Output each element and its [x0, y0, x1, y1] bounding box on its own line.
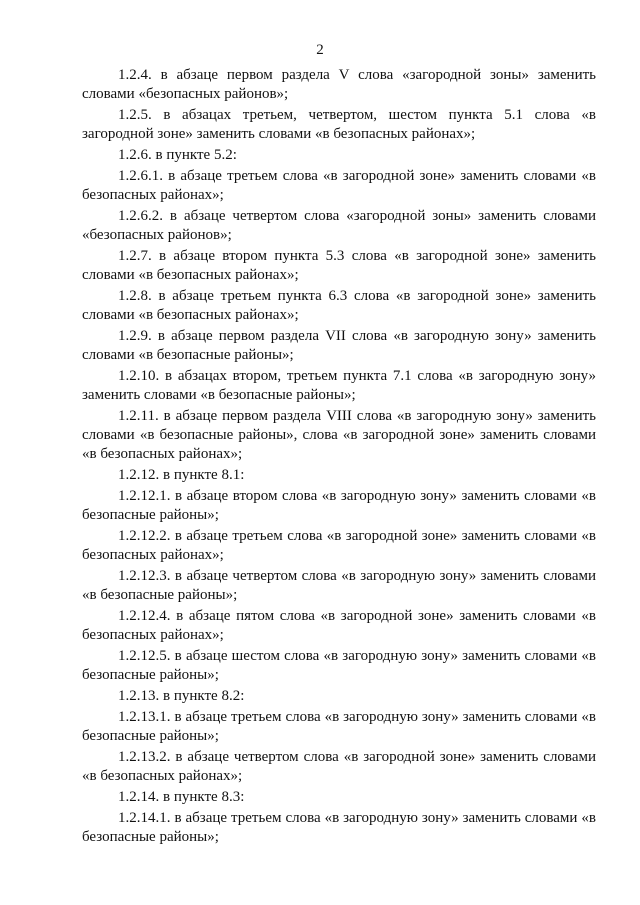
paragraph-1-2-12-3: 1.2.12.3. в абзаце четвертом слова «в загородную зону» заменить словами «в безопасные районы»;: [82, 568, 596, 603]
page-number: 2: [316, 42, 324, 58]
document-body: [82, 66, 596, 849]
paragraph-1-2-14: 1.2.14. в пункте 8.3:: [118, 789, 245, 805]
paragraph-1-2-6-2: 1.2.6.2. в абзаце четвертом слова «загородной зоны» заменить словами «безопасных районов»;: [82, 208, 596, 243]
paragraph-1-2-12-1: 1.2.12.1. в абзаце втором слова «в загородную зону» заменить словами «в безопасные районы»;: [82, 488, 596, 523]
paragraph-1-2-12-4: 1.2.12.4. в абзаце пятом слова «в загородной зоне» заменить словами «в безопасных районах»;: [82, 608, 596, 643]
paragraph-1-2-10: 1.2.10. в абзацах втором, третьем пункта 7.1 слова «в загородную зону» заменить словами «в безопасные районы»;: [82, 368, 596, 403]
paragraph-1-2-4: 1.2.4. в абзаце первом раздела V слова «загородной зоны» заменить словами «безопасных районов»;: [82, 67, 596, 102]
paragraph-1-2-7: 1.2.7. в абзаце втором пункта 5.3 слова «в загородной зоне» заменить словами «в безопасных районах»;: [82, 248, 596, 283]
paragraph-1-2-14-1: 1.2.14.1. в абзаце третьем слова «в загородную зону» заменить словами «в безопасные районы»;: [82, 810, 596, 845]
paragraph-1-2-12: 1.2.12. в пункте 8.1:: [118, 467, 245, 483]
paragraph-1-2-5: 1.2.5. в абзацах третьем, четвертом, шестом пункта 5.1 слова «в загородной зоне» заменить словами «в безопасных районах»;: [82, 107, 596, 142]
paragraph-1-2-6-1: 1.2.6.1. в абзаце третьем слова «в загородной зоне» заменить словами «в безопасных районах»;: [82, 168, 596, 203]
paragraph-1-2-13-2: 1.2.13.2. в абзаце четвертом слова «в загородной зоне» заменить словами «в безопасных районах»;: [82, 749, 596, 784]
paragraph-1-2-12-2: 1.2.12.2. в абзаце третьем слова «в загородной зоне» заменить словами «в безопасных районах»;: [82, 528, 596, 563]
paragraph-1-2-9: 1.2.9. в абзаце первом раздела VII слова «в загородную зону» заменить словами «в безопасные районы»;: [82, 328, 596, 363]
paragraph-1-2-6: 1.2.6. в пункте 5.2:: [118, 147, 237, 163]
paragraph-1-2-12-5: 1.2.12.5. в абзаце шестом слова «в загородную зону» заменить словами «в безопасные районы»;: [82, 648, 596, 683]
paragraph-1-2-13: 1.2.13. в пункте 8.2:: [118, 688, 245, 704]
paragraph-1-2-11: 1.2.11. в абзаце первом раздела VIII слова «в загородную зону» заменить словами «в безопасные районы», слова «в загородной зоне» заменить словами «в безопасных районах»;: [82, 408, 596, 462]
paragraph-1-2-8: 1.2.8. в абзаце третьем пункта 6.3 слова «в загородной зоне» заменить словами «в безопасных районах»;: [82, 288, 596, 323]
paragraph-1-2-13-1: 1.2.13.1. в абзаце третьем слова «в загородную зону» заменить словами «в безопасные районы»;: [82, 709, 596, 744]
